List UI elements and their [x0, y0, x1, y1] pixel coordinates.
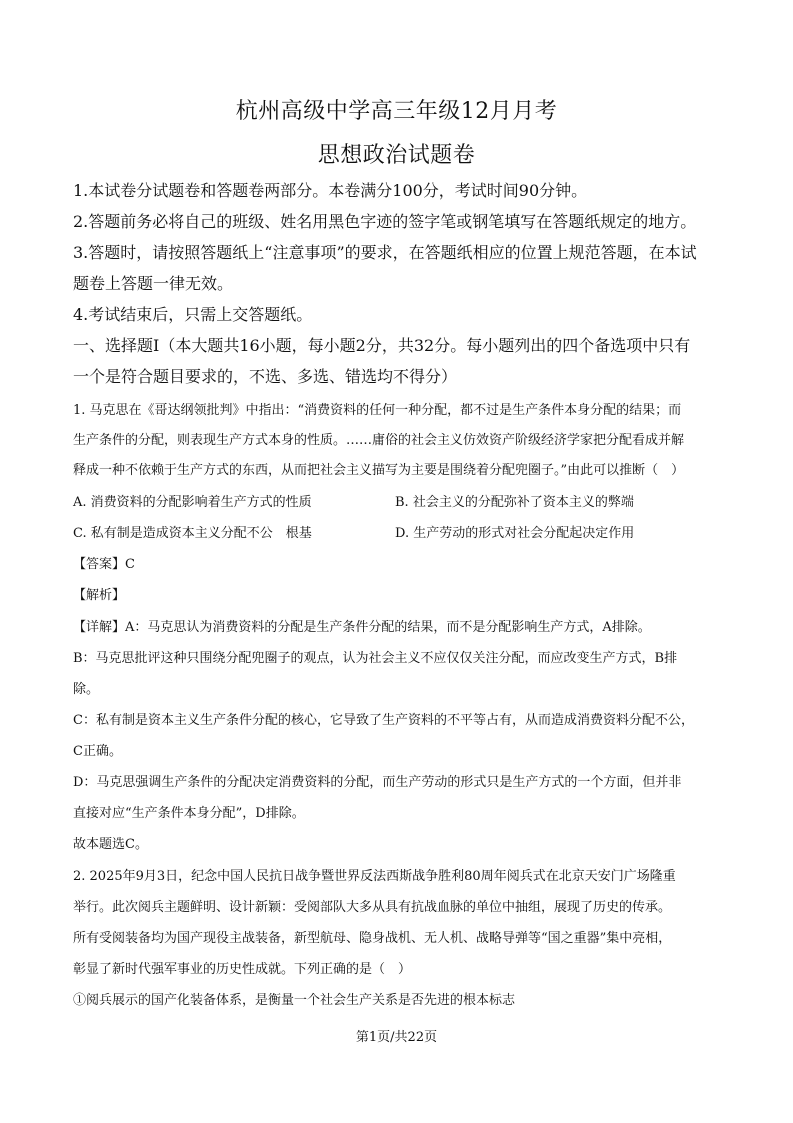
q1-option-b: B. 社会主义的分配弥补了资本主义的弊端 — [395, 495, 634, 510]
instruction-1: 1.本试卷分试题卷和答题卷两部分。本卷满分100分，考试时间90分钟。 — [73, 181, 588, 200]
q1-stem-line-1: 1. 马克思在《哥达纲领批判》中指出：“消费资料的任何一种分配，都不过是生产条件本身分配的结果；而 — [73, 403, 682, 418]
q2-stem-line-4: 彰显了新时代强军事业的历史性成就。下列正确的是（ ） — [73, 962, 412, 977]
page-subtitle: 思想政治试题卷 — [317, 143, 476, 168]
q1-option-a: A. 消费资料的分配影响着生产方式的性质 — [73, 495, 312, 510]
q1-detail-line-3: 除。 — [73, 682, 100, 697]
q1-option-d: D. 生产劳动的形式对社会分配起决定作用 — [395, 526, 635, 541]
q1-stem-line-3: 释成一种不依赖于生产方式的东西，从而把社会主义描写为主要是围绕着分配兜圈子。”由此可以推断（ ） — [73, 463, 685, 478]
q1-answer: 【答案】C — [73, 557, 135, 572]
page-title: 杭州高级中学高三年级12月月考 — [235, 99, 558, 124]
instruction-4: 4.考试结束后，只需上交答题纸。 — [73, 305, 313, 324]
q1-stem-line-2: 生产条件的分配，则表现生产方式本身的性质。……庸俗的社会主义仿效资产阶级经济学家把分配看成并解 — [73, 433, 685, 448]
q1-detail-line-5: C正确。 — [73, 744, 122, 759]
q1-detail-line-1: 【详解】A：马克思认为消费资料的分配是生产条件分配的结果，而不是分配影响生产方式，A排除。 — [73, 620, 651, 635]
section-heading-cont: 一个是符合题目要求的，不选、多选、错选均不得分） — [73, 367, 458, 386]
q2-statement-1: ①阅兵展示的国产化装备体系，是衡量一个社会生产关系是否先进的根本标志 — [73, 993, 516, 1008]
q1-detail-line-8: 故本题选C。 — [73, 837, 148, 852]
q1-detail-line-7: 直接对应“生产条件本身分配”，D排除。 — [73, 806, 305, 821]
q1-analysis-label: 【解析】 — [73, 588, 126, 603]
q1-detail-line-2: B：马克思批评这种只围绕分配兜圈子的观点，认为社会主义不应仅仅关注分配，而应改变生产方式，B排 — [73, 651, 678, 666]
instruction-2: 2.答题前务必将自己的班级、姓名用黑色字迹的签字笔或钢笔填写在答题纸规定的地方。 — [73, 212, 697, 231]
q1-detail-line-6: D：马克思强调生产条件的分配决定消费资料的分配，而生产劳动的形式只是生产方式的一个方面，但并非 — [73, 775, 682, 790]
q2-stem-line-1: 2. 2025年9月3日，纪念中国人民抗日战争暨世界反法西斯战争胜利80周年阅兵式在北京天安门广场隆重 — [73, 869, 676, 884]
section-heading: 一、选择题Ⅰ（本大题共16小题，每小题2分，共32分。每小题列出的四个备选项中只有 — [73, 336, 691, 355]
q1-detail-line-4: C：私有制是资本主义生产条件分配的核心，它导致了生产资料的不平等占有，从而造成消费资料分配不公， — [73, 713, 694, 728]
instruction-3: 3.答题时，请按照答题纸上“注意事项”的要求，在答题纸相应的位置上规范答题，在本试 — [73, 243, 697, 262]
q2-stem-line-2: 举行。此次阅兵主题鲜明、设计新颖：受阅部队大多从具有抗战血脉的单位中抽组，展现了历史的传承。 — [73, 900, 672, 915]
instruction-3-cont: 题卷上答题一律无效。 — [73, 274, 234, 293]
q1-option-c: C. 私有制是造成资本主义分配不公 根基 — [73, 526, 312, 541]
page-number: 第1页/共22页 — [355, 1030, 438, 1045]
q2-stem-line-3: 所有受阅装备均为国产现役主战装备，新型航母、隐身战机、无人机、战略导弹等“国之重器”集中亮相， — [73, 931, 672, 946]
